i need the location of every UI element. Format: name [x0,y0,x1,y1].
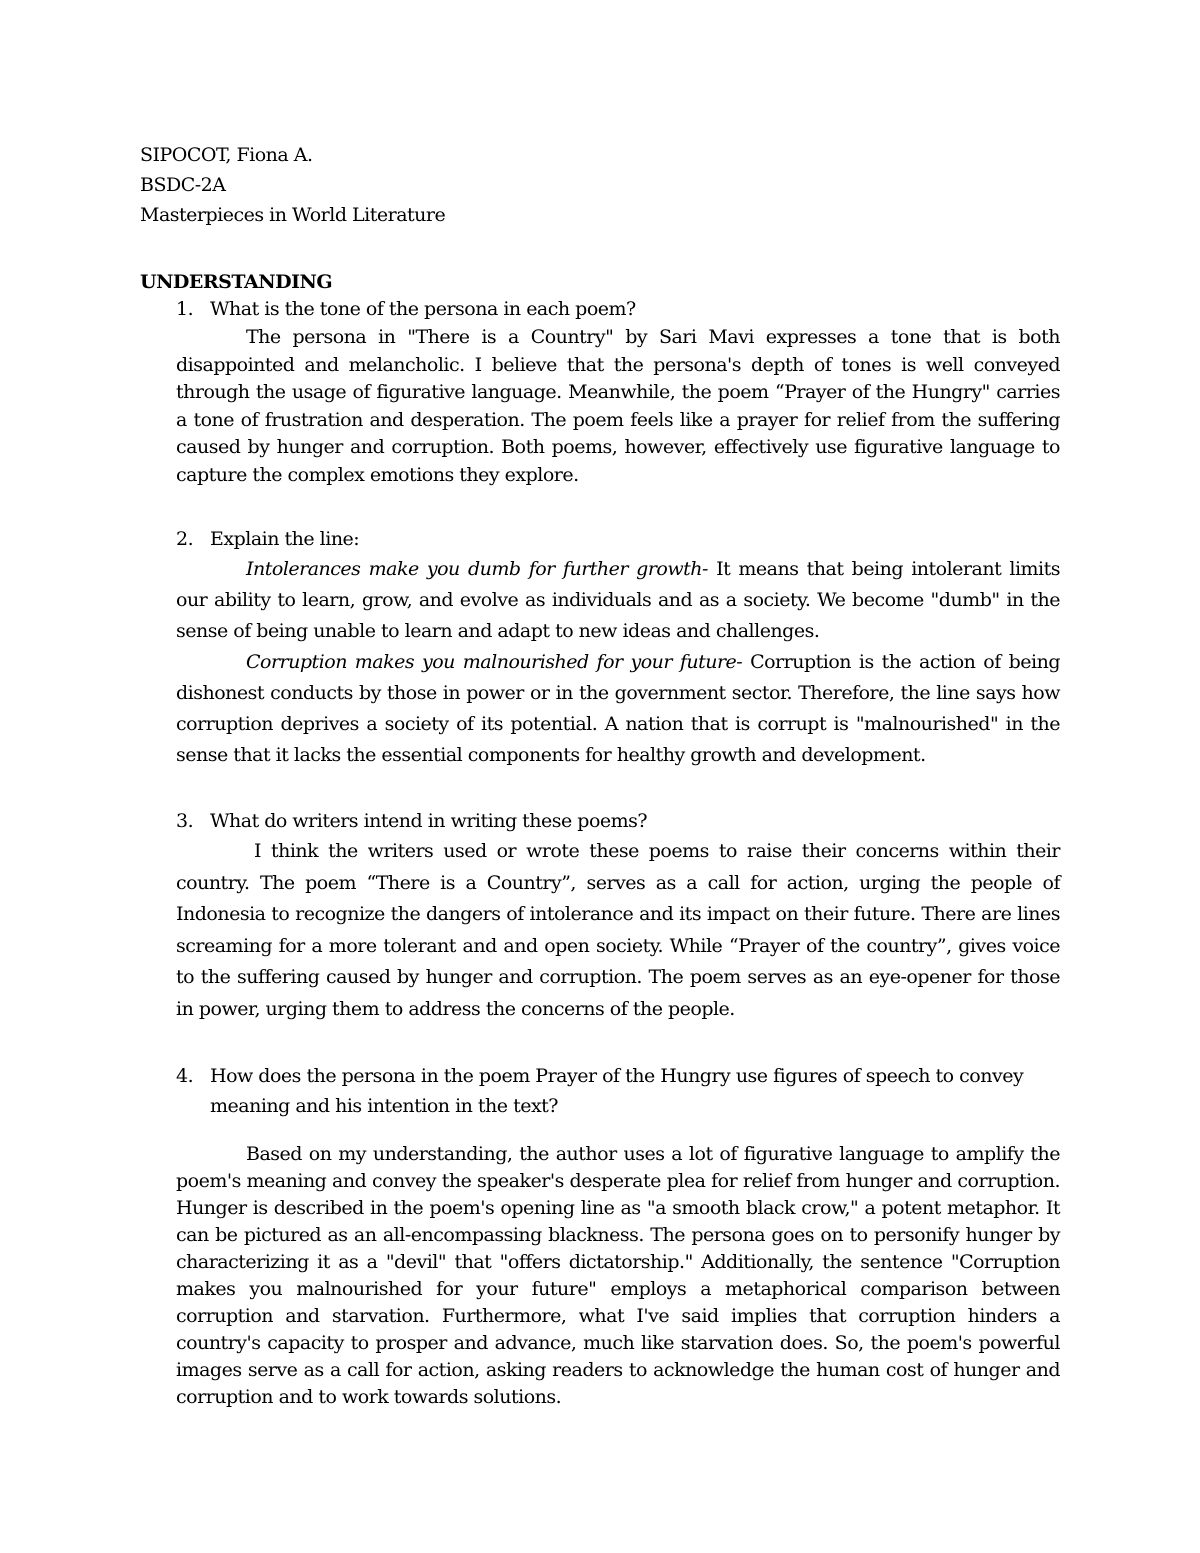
student-section: BSDC-2A [140,174,226,196]
student-header [140,140,1060,230]
answer-1 [140,324,1060,489]
question-4 [140,1061,1060,1121]
line-explanation-text: Corruption is the action of being dishonest conducts by those in power or in the government sector. Therefore, the line says how corruption deprives a society of its potential. A nation that is corrupt is "malnourished" in the sense that it lacks the essential components for healthy growth and development. [176,651,1060,766]
line-explanation-text: It means that being intolerant limits our ability to learn, grow, and evolve as individuals and as a society. We become "dumb" in the sense of being unable to learn and adapt to new ideas and challenges. [176,558,1061,642]
quoted-line: Corruption makes you malnourished for your future- [246,651,743,673]
question-number: 4. [176,1065,194,1087]
question-number: 3. [176,810,194,832]
answer-2 [140,554,1060,771]
answer-3 [140,836,1060,1025]
course-title: Masterpieces in World Literature [140,204,446,226]
answer-paragraph: I think the writers used or wrote these poems to raise their concerns within their country. The poem “There is a Country”, serves as a call for action, urging the people of Indonesia to recognize the dangers of intolerance and its impact on their future. There are lines screaming for a more tolerant and and open society. While “Prayer of the country”, gives voice to the suffering caused by hunger and corruption. The poem serves as an eye-opener for those in power, urging them to address the concerns of the people. [176,840,1060,1020]
section-heading: UNDERSTANDING [140,271,333,293]
answer-paragraph: Based on my understanding, the author uses a lot of figurative language to amplify the poem's meaning and convey the speaker's desperate plea for relief from hunger and corruption. Hunger is described in the poem's opening line as "a smooth black crow," a potent metaphor. It can be pictured as an all-encompassing blackness. The persona goes on to personify hunger by characterizing it as a "devil" that "offers dictatorship." Additionally, the sentence "Corruption makes you malnourished for your future" employs a metaphorical comparison between corruption and starvation. Furthermore, what I've said implies that corruption hinders a country's capacity to prosper and advance, much like starvation does. So, the poem's powerful images serve as a call for action, asking readers to acknowledge the human cost of hunger and corruption and to work towards solutions. [176,1143,1060,1408]
question-text: Explain the line: [210,528,360,550]
line-explanation-1 [176,554,1060,647]
question-3 [140,807,1060,836]
document-page [140,140,1060,1411]
question-text: What do writers intend in writing these poems? [210,810,648,832]
quoted-line: Intolerances make you dumb for further growth- [246,558,708,580]
student-name: SIPOCOT, Fiona A. [140,144,313,166]
question-number: 1. [176,298,194,320]
question-1 [140,295,1060,324]
line-explanation-2 [176,647,1060,771]
question-number: 2. [176,528,194,550]
answer-4 [140,1141,1060,1411]
question-2 [140,525,1060,554]
question-text: How does the persona in the poem Prayer of the Hungry use figures of speech to convey meaning and his intention in the text? [210,1065,1024,1117]
answer-paragraph: The persona in "There is a Country" by Sari Mavi expresses a tone that is both disappointed and melancholic. I believe that the persona's depth of tones is well conveyed through the usage of figurative language. Meanwhile, the poem “Prayer of the Hungry" carries a tone of frustration and desperation. The poem feels like a prayer for relief from the suffering caused by hunger and corruption. Both poems, however, effectively use figurative language to capture the complex emotions they explore. [176,326,1060,486]
question-text: What is the tone of the persona in each poem? [210,298,636,320]
